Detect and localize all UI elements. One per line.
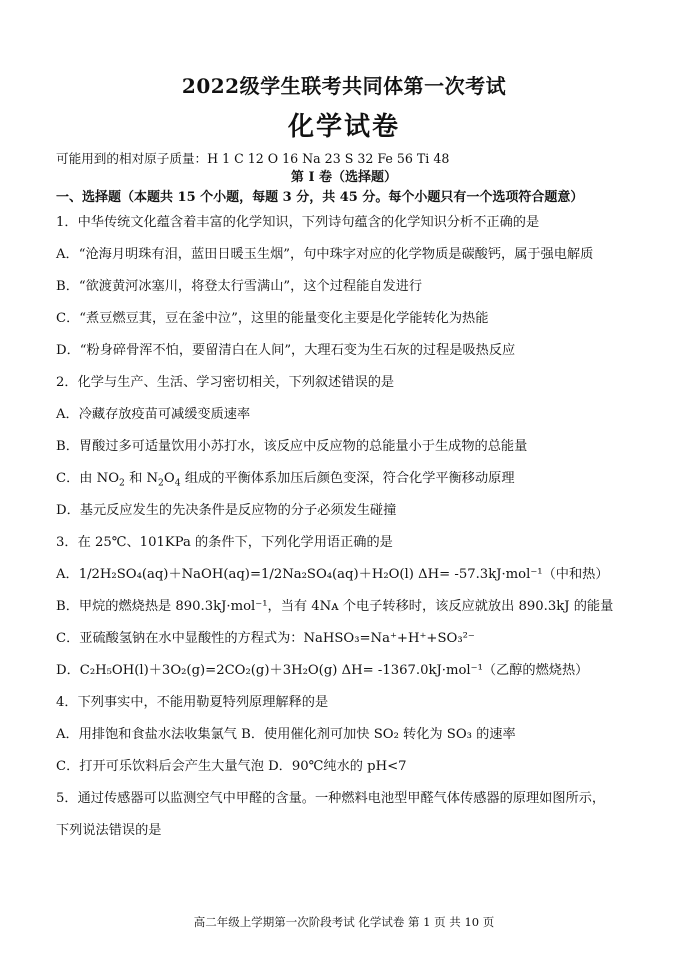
q1-option-d: D．“粉身碎骨浑不怕，要留清白在人间”，大理石变为生石灰的过程是吸热反应 xyxy=(56,343,516,358)
q3-option-a: A．1/2H₂SO₄(aq)＋NaOH(aq)=1/2Na₂SO₄(aq)＋H₂O(l) ΔH= -57.3kJ·mol⁻¹（中和热） xyxy=(56,567,609,582)
q5-stem-line2: 下列说法错误的是 xyxy=(56,823,162,838)
q1-option-a: A．“沧海月明珠有泪，蓝田日暖玉生烟”，句中珠字对应的化学物质是碳酸钙，属于强电解质 xyxy=(56,247,594,262)
subject-title: 化学试卷 xyxy=(287,112,400,142)
q2-option-c: C．由 $NO_2$ 和 $N_2O_4$ 组成的平衡体系加压后颜色变深，符合化学平衡移动原理 xyxy=(56,471,515,489)
q3-option-c: C．亚硫酸氢钠在水中显酸性的方程式为：NaHSO₃=Na⁺+H⁺+SO₃²⁻ xyxy=(56,631,475,646)
q3-option-d: D．C₂H₅OH(l)＋3O₂(g)=2CO₂(g)＋3H₂O(g) ΔH= -1367.0kJ·mol⁻¹（乙醇的燃烧热） xyxy=(56,663,589,678)
q1-stem: 1．中华传统文化蕴含着丰富的化学知识，下列诗句蕴含的化学知识分析不正确的是 xyxy=(56,215,540,230)
q5-stem-line1: 5．通过传感器可以监测空气中甲醛的含量。一种燃料电池型甲醛气体传感器的原理如图所示， xyxy=(56,791,606,806)
q2-stem: 2．化学与生产、生活、学习密切相关，下列叙述错误的是 xyxy=(56,375,395,390)
q4-options-ab: A．用排饱和食盐水法收集氯气 B．使用催化剂可加快 SO₂ 转化为 SO₃ 的速率 xyxy=(56,727,516,742)
page-footer: 高二年级上学期第一次阶段考试 化学试卷 第 1 页 共 10 页 xyxy=(193,915,495,929)
part-heading: 一、选择题（本题共 15 个小题，每题 3 分，共 45 分。每个小题只有一个选项符合题意） xyxy=(56,190,584,205)
q1-option-b: B．“欲渡黄河冰塞川，将登太行雪满山”，这个过程能自发进行 xyxy=(56,279,423,294)
q2-option-d: D．基元反应发生的先决条件是反应物的分子必须发生碰撞 xyxy=(56,503,397,518)
q4-stem: 4．下列事实中，不能用勒夏特列原理解释的是 xyxy=(56,695,329,710)
q4-options-cd: C．打开可乐饮料后会产生大量气泡 D．90℃纯水的 pH<7 xyxy=(56,759,407,774)
q3-stem: 3．在 25℃、101KPa 的条件下，下列化学用语正确的是 xyxy=(56,535,393,550)
section-heading: 第 I 卷（选择题） xyxy=(290,170,398,185)
q3-option-b: B．甲烷的燃烧热是 890.3kJ·mol⁻¹，当有 4Nᴀ 个电子转移时，该反应就放出 890.3kJ 的能量 xyxy=(56,599,614,614)
atomic-masses: 可能用到的相对原子质量：H 1 C 12 O 16 Na 23 S 32 Fe 56 Ti 48 xyxy=(56,151,450,166)
q1-option-c: C．“煮豆燃豆萁，豆在釜中泣”，这里的能量变化主要是化学能转化为热能 xyxy=(56,311,489,326)
q2-option-b: B．胃酸过多可适量饮用小苏打水，该反应中反应物的总能量小于生成物的总能量 xyxy=(56,439,528,454)
exam-title: 2022级学生联考共同体第一次考试 xyxy=(181,74,507,98)
q2-option-a: A．冷藏存放疫苗可减缓变质速率 xyxy=(56,407,251,422)
